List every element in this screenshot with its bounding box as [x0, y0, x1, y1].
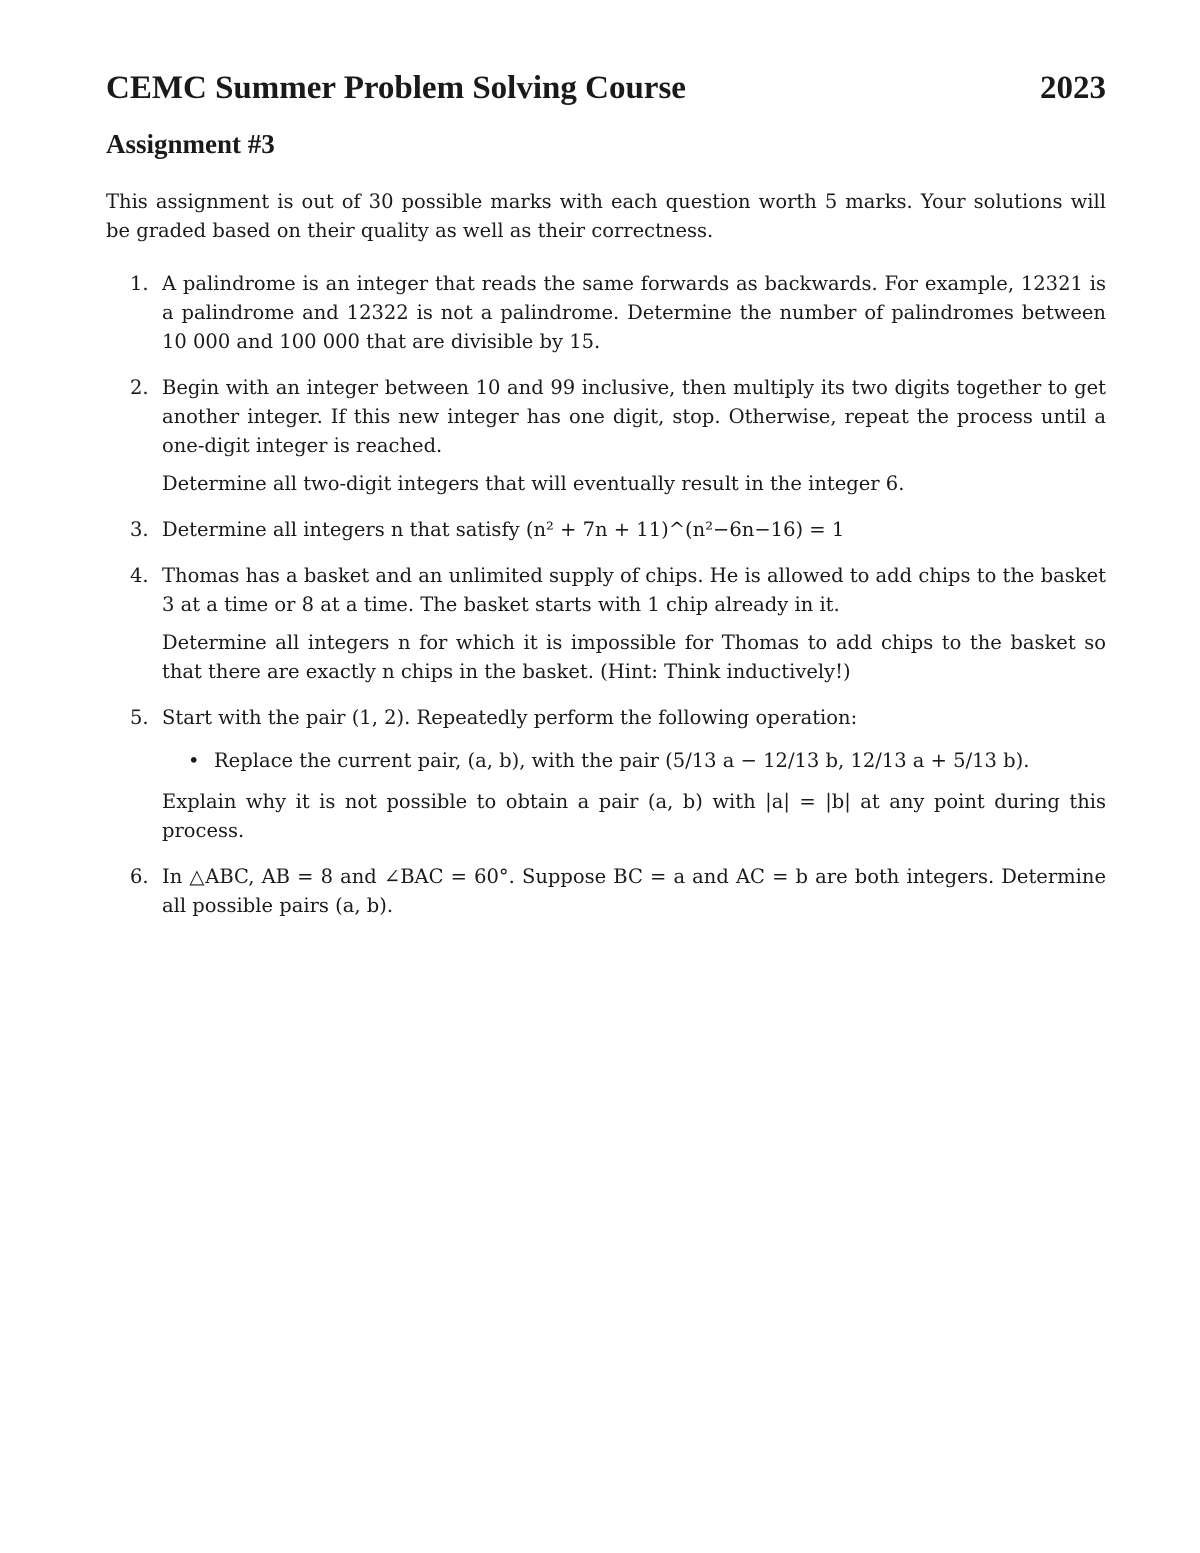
problem-3: [106, 515, 1106, 544]
problem-text-2: Explain why it is not possible to obtain a pair (a, b) with |a| = |b| at any point during this process.: [162, 790, 1106, 842]
header: [106, 70, 1106, 107]
problem-list: [106, 269, 1106, 920]
problem-5: [106, 703, 1106, 845]
problem-number: 6.: [130, 865, 149, 888]
bullet-text: Replace the current pair, (a, b), with the pair (5/13 a − 12/13 b, 12/13 a + 5/13 b).: [214, 749, 1030, 772]
bullet-item: [162, 746, 1106, 775]
assignment-page: [106, 70, 1106, 937]
problem-text: Thomas has a basket and an unlimited supply of chips. He is allowed to add chips to the basket 3 at a time or 8 at a time. The basket starts with 1 chip already in it.: [162, 564, 1106, 616]
problem-4: [106, 561, 1106, 686]
problem-text: Determine all integers n that satisfy (n² + 7n + 11)^(n²−6n−16) = 1: [162, 518, 845, 541]
problem-number: 2.: [130, 376, 149, 399]
bullet-icon: •: [188, 749, 200, 772]
year: 2023: [1040, 70, 1106, 106]
problem-text: Start with the pair (1, 2). Repeatedly perform the following operation:: [162, 706, 858, 729]
problem-number: 1.: [130, 272, 149, 295]
problem-text: A palindrome is an integer that reads the same forwards as backwards. For example, 12321 is a palindrome and 12322 is not a palindrome. Determine the number of palindromes between 10 000 and 100 000 that are divisible by 15.: [162, 272, 1106, 353]
problem-number: 4.: [130, 564, 149, 587]
problem-text-2: Determine all two-digit integers that will eventually result in the integer 6.: [162, 472, 905, 495]
assignment-title: Assignment #3: [106, 129, 275, 159]
problem-number: 3.: [130, 518, 149, 541]
problem-text-2: Determine all integers n for which it is impossible for Thomas to add chips to the basket so that there are exactly n chips in the basket. (Hint: Think inductively!): [162, 631, 1106, 683]
course-title: CEMC Summer Problem Solving Course: [106, 70, 686, 106]
problem-text: In △ABC, AB = 8 and ∠BAC = 60°. Suppose BC = a and AC = b are both integers. Determine all possible pairs (a, b).: [162, 865, 1106, 917]
problem-number: 5.: [130, 706, 149, 729]
intro-paragraph: This assignment is out of 30 possible marks with each question worth 5 marks. Your solutions will be graded based on their quality as well as their correctness.: [106, 190, 1106, 242]
problem-6: [106, 862, 1106, 920]
problem-2: [106, 373, 1106, 498]
problem-text: Begin with an integer between 10 and 99 inclusive, then multiply its two digits together to get another integer. If this new integer has one digit, stop. Otherwise, repeat the process until a one-digit integer is reached.: [162, 376, 1106, 457]
problem-1: [106, 269, 1106, 356]
